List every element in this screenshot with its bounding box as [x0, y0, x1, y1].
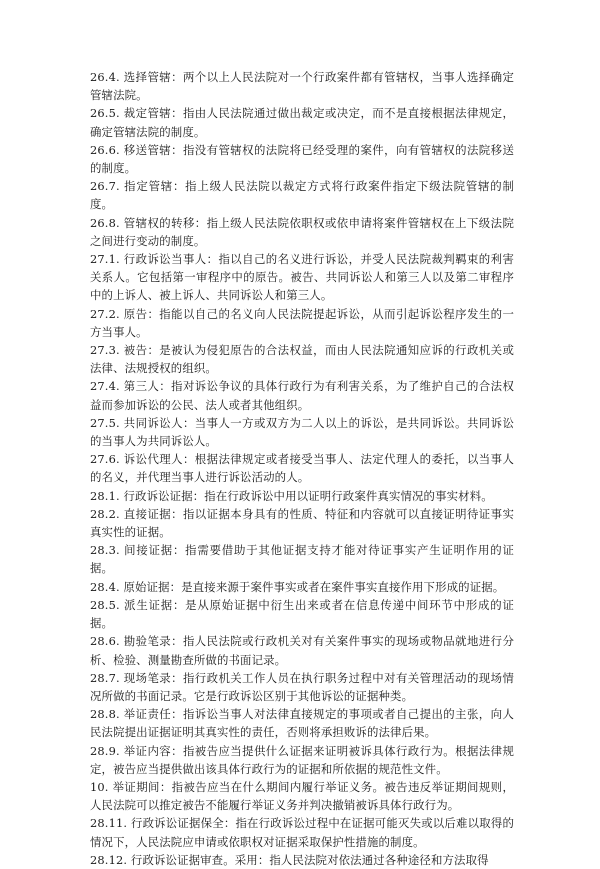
entry-27-6: 27.6. 诉讼代理人：根据法律规定或者接受当事人、法定代理人的委托，以当事人的名义，并代理当事人进行诉讼活动的人。	[90, 452, 514, 485]
entry-27-4: 27.4. 第三人：指对诉讼争议的具体行政行为有利害关系，为了维护自己的合法权益而参加诉讼的公民、法人或者其他组织。	[90, 379, 514, 412]
entry-28-2: 28.2. 直接证据：指以证据本身具有的性质、特征和内容就可以直接证明待证事实真实性的证据。	[90, 506, 514, 540]
entry-26-7: 26.7. 指定管辖：指上级人民法院以裁定方式将行政案件指定下级法院管辖的制度。	[90, 179, 514, 212]
entry-28-1: 28.1. 行政诉讼证据：指在行政诉讼中用以证明行政案件真实情况的事实材料。	[90, 488, 493, 503]
entry-28-3: 28.3. 间接证据：指需要借助于其他证据支持才能对待证事实产生证明作用的证据。	[90, 543, 514, 576]
entry-28-6: 28.6. 勘验笔录：指人民法院或行政机关对有关案件事实的现场或物品就地进行分析、检验、测量勘查所做的书面记录。	[90, 634, 514, 667]
entry-28-11: 28.11. 行政诉讼证据保全：指在行政诉讼过程中在证据可能灭失或以后难以取得的情况下，人民法院应申请或依职权对证据采取保护性措施的制度。	[90, 816, 514, 849]
entry-27-5: 27.5. 共同诉讼人：当事人一方或双方为二人以上的诉讼，是共同诉讼。共同诉讼的当事人为共同诉讼人。	[90, 415, 514, 449]
entry-26-4: 26.4. 选择管辖：两个以上人民法院对一个行政案件都有管辖权，当事人选择确定管辖法院。	[90, 70, 514, 103]
entry-26-8: 26.8. 管辖权的转移：指上级人民法院依职权或依申请将案件管辖权在上下级法院之间进行变动的制度。	[90, 215, 514, 248]
entry-28-4: 28.4. 原始证据：是直接来源于案件事实或者在案件事实直接作用下形成的证据。	[90, 579, 505, 594]
entry-27-2: 27.2. 原告：指能以自己的名义向人民法院提起诉讼，从而引起诉讼程序发生的一方当事人。	[90, 306, 514, 339]
entry-28-12: 28.12. 行政诉讼证据审查。采用：指人民法院对依法通过各种途径和方法取得	[90, 852, 489, 867]
entry-27-1: 27.1. 行政诉讼当事人：指以自己的名义进行诉讼，并受人民法院裁判羁束的利害关系人。它包括第一审程序中的原告。被告、共同诉讼人和第三人以及第二审程序中的上诉人、被上诉人、共同诉讼人和第三人。	[90, 252, 514, 303]
document-body	[90, 68, 514, 869]
entry-28-5: 28.5. 派生证据：是从原始证据中衍生出来或者在信息传递中间环节中形成的证据。	[90, 597, 514, 631]
entry-27-3: 27.3. 被告：是被认为侵犯原告的合法权益，而由人民法院通知应诉的行政机关或法律、法规授权的组织。	[90, 343, 514, 376]
entry-28-8: 28.8. 举证责任：指诉讼当事人对法律直接规定的事项或者自己提出的主张，向人民法院提出证据证明其真实性的责任，否则将承担败诉的法律后果。	[90, 707, 514, 740]
entry-26-6: 26.6. 移送管辖：指没有管辖权的法院将已经受理的案件，向有管辖权的法院移送的制度。	[90, 142, 514, 176]
entry-28-7: 28.7. 现场笔录：指行政机关工作人员在执行职务过程中对有关管理活动的现场情况所做的书面记录。它是行政诉讼区别于其他诉讼的证据种类。	[90, 670, 514, 703]
entry-26-5: 26.5. 裁定管辖：指由人民法院通过做出裁定或决定，而不是直接根据法律规定，确定管辖法院的制度。	[90, 106, 514, 139]
entry-28-9: 28.9. 举证内容：指被告应当提供什么证据来证明被诉具体行政行为。根据法律规定，被告应当提供做出该具体行政行为的证据和所依据的规范性文件。	[90, 743, 514, 776]
entry-28-10: 10. 举证期间：指被告应当在什么期间内履行举证义务。被告违反举证期间规则，人民法院可以推定被告不能履行举证义务并判决撤销被诉具体行政行为。	[90, 779, 514, 813]
